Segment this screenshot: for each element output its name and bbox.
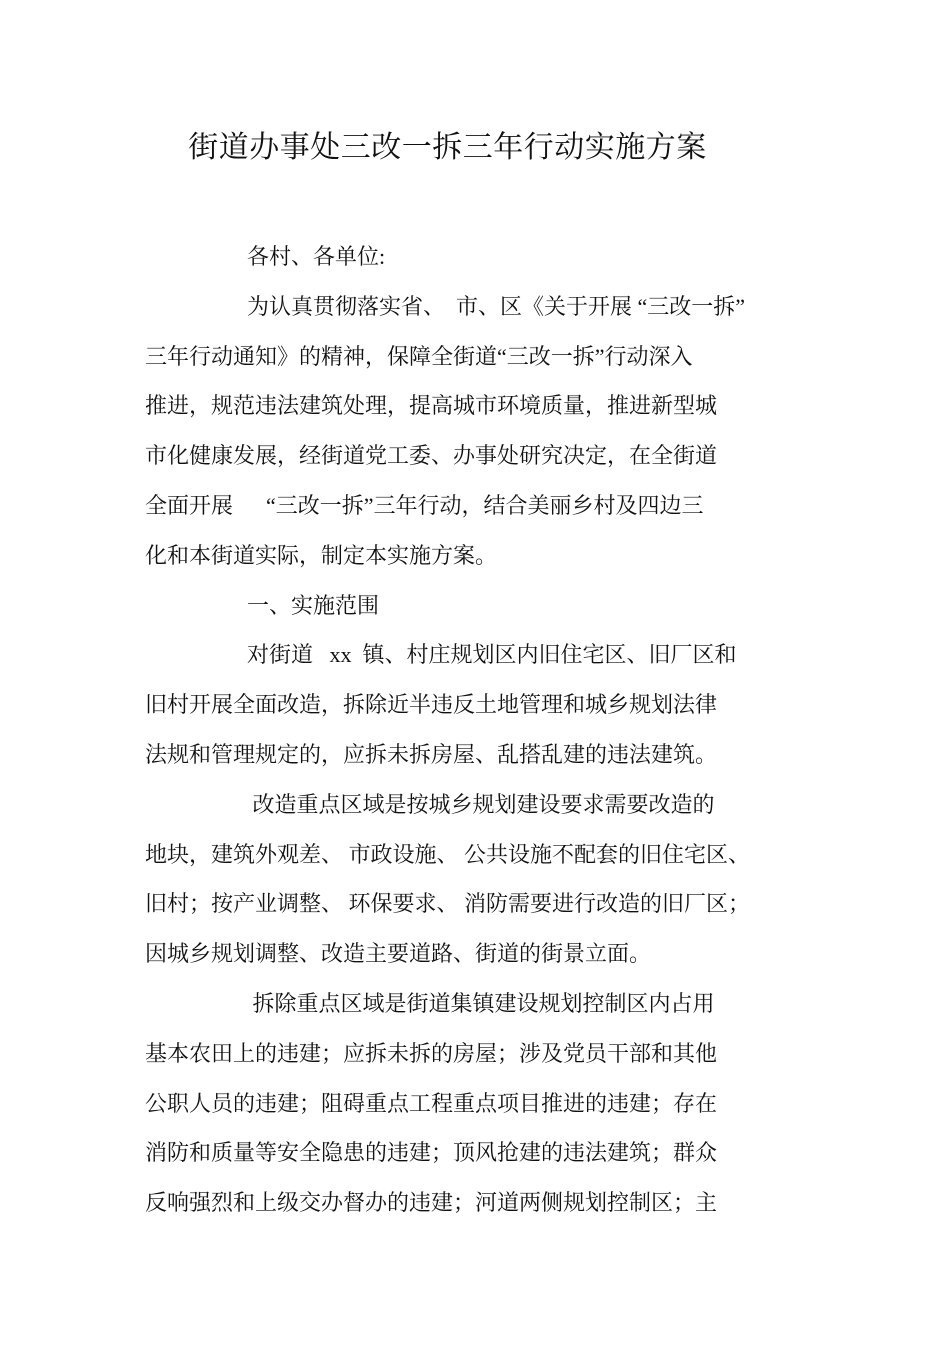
paragraph-line: 为认真贯彻落实省、 市、区《关于开展 “三改一拆” [247, 293, 746, 319]
paragraph-line: 基本农田上的违建；应拆未拆的房屋；涉及党员干部和其他 [145, 1040, 718, 1066]
paragraph-line: 各村、各单位: [247, 244, 386, 269]
document-title: 街道办事处三改一拆三年行动实施方案 [188, 131, 707, 164]
paragraph-line: 旧村；按产业调整、 环保要求、 消防需要进行改造的旧厂区； [145, 891, 751, 917]
paragraph-line: 市化健康发展，经街道党工委、办事处研究决定，在全街道 [145, 443, 718, 469]
paragraph-line: 一、实施范围 [247, 592, 380, 618]
paragraph-line: 三年行动通知》的精神，保障全街道“三改一拆”行动深入 [145, 343, 693, 369]
paragraph-line: 因城乡规划调整、改造主要道路、街道的街景立面。 [145, 941, 652, 967]
paragraph-line: 推进，规范违法建筑处理，提高城市环境质量，推进新型城 [145, 393, 718, 419]
paragraph-line: 化和本街道实际，制定本实施方案。 [145, 542, 498, 568]
paragraph-line: 公职人员的违建；阻碍重点工程重点项目推进的违建；存在 [145, 1090, 718, 1116]
document-body [145, 240, 805, 1236]
paragraph-line: 反响强烈和上级交办督办的违建；河道两侧规划控制区；主 [145, 1190, 718, 1216]
paragraph-line: 旧村开展全面改造，拆除近半违反土地管理和城乡规划法律 [145, 692, 718, 718]
paragraph-line: 改造重点区域是按城乡规划建设要求需要改造的 [247, 791, 715, 817]
paragraph-line: 拆除重点区域是街道集镇建设规划控制区内占用 [247, 990, 715, 1016]
paragraph-line: 对街道 xx 镇、村庄规划区内旧住宅区、旧厂区和 [247, 642, 737, 668]
paragraph-line: 消防和质量等安全隐患的违建；顶风抢建的违法建筑；群众 [145, 1140, 718, 1166]
paragraph-line: 全面开展 “三改一拆”三年行动，结合美丽乡村及四边三 [145, 492, 704, 518]
paragraph-line: 法规和管理规定的，应拆未拆房屋、乱搭乱建的违法建筑。 [145, 741, 718, 767]
paragraph-line: 地块，建筑外观差、 市政设施、 公共设施不配套的旧住宅区、 [145, 841, 751, 867]
